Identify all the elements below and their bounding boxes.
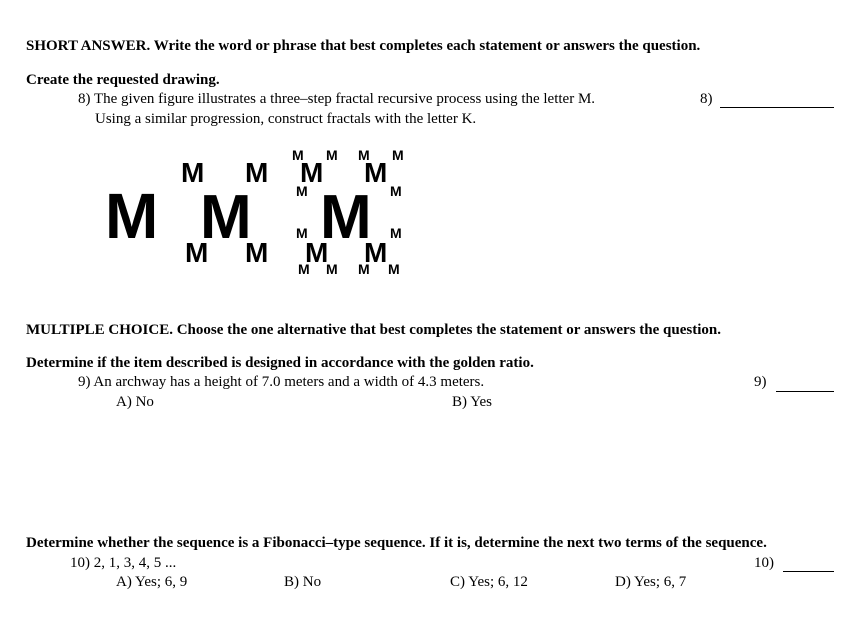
- fractal-step3-m: M: [300, 157, 324, 188]
- fractal-step3-m: M: [364, 157, 388, 188]
- q10-option-d[interactable]: D) Yes; 6, 7: [615, 574, 687, 590]
- fractal-step3-center-m: M: [320, 183, 372, 252]
- fractal-svg: [100, 140, 420, 280]
- fractal-step3-small-m: M: [358, 261, 370, 277]
- question-8-line2: Using a similar progression, construct fractals with the letter K.: [95, 111, 477, 127]
- question-8-line1: 8) The given figure illustrates a three–step fractal recursive process using the letter M.: [78, 91, 596, 107]
- fractal-step2-m: M: [245, 237, 269, 268]
- q9-option-a[interactable]: A) No: [116, 394, 154, 410]
- q10-option-c[interactable]: C) Yes; 6, 12: [450, 574, 528, 590]
- instruction-create-drawing: Create the requested drawing.: [26, 72, 220, 88]
- short-answer-header: SHORT ANSWER. Write the word or phrase that best completes each statement or answers the question.: [26, 38, 701, 54]
- fractal-step2-m: M: [185, 237, 209, 268]
- fractal-step2-m: M: [181, 157, 205, 188]
- answer-label-8: 8): [700, 91, 713, 107]
- fractal-step3-small-m: M: [392, 147, 404, 163]
- fractal-figure: [100, 140, 420, 280]
- answer-blank-10[interactable]: [783, 571, 834, 572]
- q10-option-a[interactable]: A) Yes; 6, 9: [116, 574, 188, 590]
- fractal-step3-small-m: M: [296, 225, 308, 241]
- fractal-step3-small-m: M: [358, 147, 370, 163]
- fractal-step3-small-m: M: [292, 147, 304, 163]
- answer-label-9: 9): [754, 374, 767, 390]
- instruction-golden-ratio: Determine if the item described is designed in accordance with the golden ratio.: [26, 355, 534, 371]
- fractal-step1-m: M: [105, 180, 159, 252]
- fractal-step3-small-m: M: [326, 147, 338, 163]
- question-9: 9) An archway has a height of 7.0 meters and a width of 4.3 meters.: [78, 374, 485, 390]
- fractal-step2-m: M: [245, 157, 269, 188]
- answer-blank-8[interactable]: [720, 107, 834, 108]
- fractal-step3-m: M: [364, 237, 388, 268]
- fractal-step2-center-m: M: [200, 183, 252, 252]
- q9-option-b[interactable]: B) Yes: [452, 394, 493, 410]
- answer-label-10: 10): [754, 555, 774, 571]
- fractal-step3-m: M: [305, 237, 329, 268]
- multiple-choice-header: MULTIPLE CHOICE. Choose the one alternative that best completes the statement or answers the question.: [26, 322, 721, 338]
- fractal-step3-small-m: M: [298, 261, 310, 277]
- instruction-fibonacci: Determine whether the sequence is a Fibonacci–type sequence. If it is, determine the next two terms of the sequence.: [26, 535, 767, 551]
- fractal-step3-small-m: M: [388, 261, 400, 277]
- question-10: 10) 2, 1, 3, 4, 5 ...: [70, 555, 177, 571]
- q10-option-b[interactable]: B) No: [284, 574, 322, 590]
- fractal-step3-small-m: M: [326, 261, 338, 277]
- fractal-step3-small-m: M: [390, 225, 402, 241]
- answer-blank-9[interactable]: [776, 391, 834, 392]
- fractal-step3-small-m: M: [296, 183, 308, 199]
- fractal-step3-small-m: M: [390, 183, 402, 199]
